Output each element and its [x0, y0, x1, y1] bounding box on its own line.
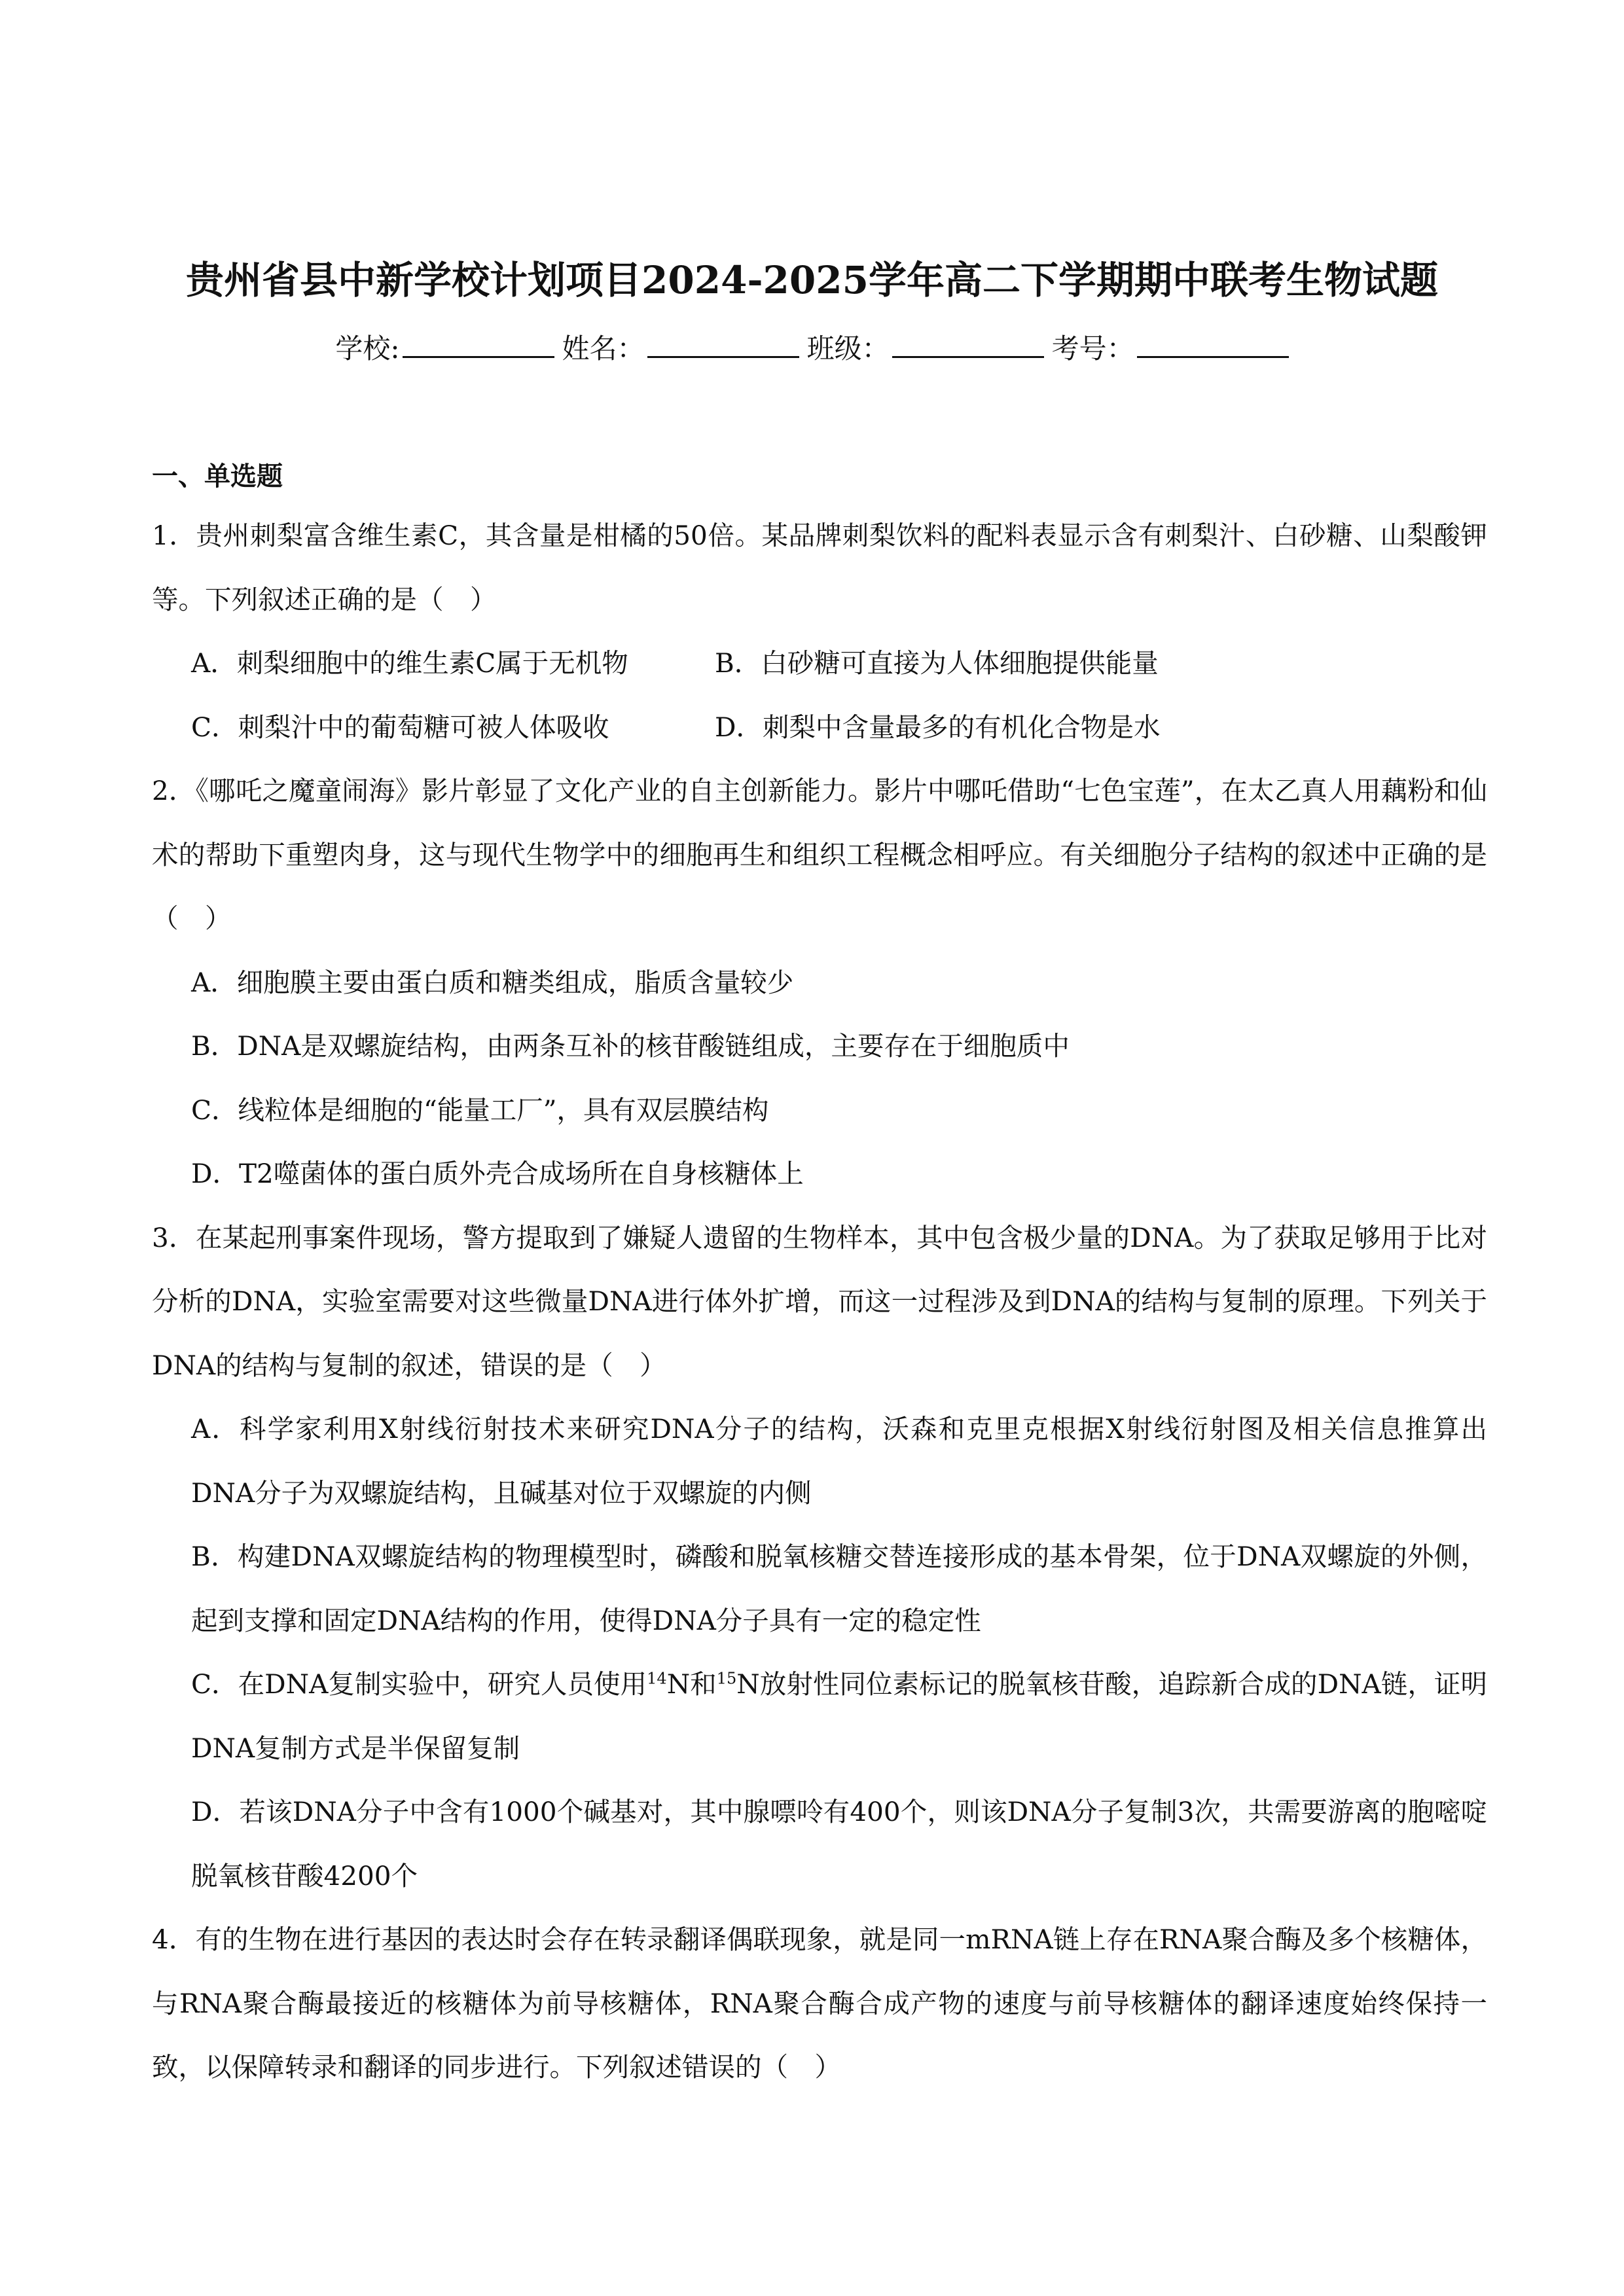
school-blank[interactable] [403, 327, 554, 358]
section-heading: 一、单选题 [152, 461, 283, 492]
option-d: D．若该DNA分子中含有1000个碱基对，其中腺嘌呤有400个，则该DNA分子复制3次，共需要游离的胞嘧啶脱氧核苷酸4200个 [191, 1796, 1487, 1892]
option-c-text-3: N放射性同位素标记的脱氧核苷酸，追踪新合成的DNA链，证明DNA复制方式是半保留复制 [191, 1668, 1487, 1764]
question-1 [152, 504, 1487, 759]
option-c [152, 1653, 1487, 1780]
isotope-superscript-15: 15 [716, 1669, 737, 1688]
question-stem: 1．贵州刺梨富含维生素C，其含量是柑橘的50倍。某品牌刺梨饮料的配料表显示含有刺梨汁、白砂糖、山梨酸钾等。下列叙述正确的是（ ） [152, 520, 1487, 615]
option-c: C．刺梨汁中的葡萄糖可被人体吸收 [191, 711, 609, 743]
school-field [335, 327, 554, 368]
exam-number-field [1052, 327, 1289, 368]
question-3 [152, 1206, 1487, 1909]
page-title: 贵州省县中新学校计划项目2024-2025学年高二下学期期中联考生物试题 [186, 258, 1438, 302]
option-d: D．刺梨中含量最多的有机化合物是水 [715, 711, 1161, 743]
isotope-superscript-14: 14 [647, 1669, 667, 1688]
question-stem: 4．有的生物在进行基因的表达时会存在转录翻译偶联现象，就是同一mRNA链上存在RNA聚合酶及多个核糖体，与RNA聚合酶最接近的核糖体为前导核糖体，RNA聚合酶合成产物的速度与前导核糖体的翻译速度始终保持一致，以保障转录和翻译的同步进行。下列叙述错误的（ ） [152, 1924, 1487, 2083]
question-4 [152, 1908, 1487, 2100]
option-c: C．线粒体是细胞的“能量工厂”，具有双层膜结构 [191, 1094, 769, 1126]
exam-number-blank[interactable] [1137, 327, 1289, 358]
student-info-row [0, 327, 1624, 368]
name-blank[interactable] [647, 327, 799, 358]
question-stem: 3．在某起刑事案件现场，警方提取到了嫌疑人遗留的生物样本，其中包含极少量的DNA。为了获取足够用于比对分析的DNA，实验室需要对这些微量DNA进行体外扩增，而这一过程涉及到DNA的结构与复制的原理。下列关于DNA的结构与复制的叙述，错误的是（ ） [152, 1221, 1487, 1381]
option-b: B．DNA是双螺旋结构，由两条互补的核苷酸链组成，主要存在于细胞质中 [191, 1030, 1070, 1062]
question-2 [152, 759, 1487, 1206]
name-label: 姓名： [562, 332, 645, 365]
school-label: 学校: [335, 332, 400, 365]
option-a: A．细胞膜主要由蛋白质和糖类组成，脂质含量较少 [191, 966, 794, 998]
option-b: B．白砂糖可直接为人体细胞提供能量 [715, 647, 1159, 679]
option-c-text-2: N和 [666, 1668, 717, 1700]
option-c-text-1: C．在DNA复制实验中，研究人员使用 [191, 1668, 647, 1700]
option-row [152, 632, 1487, 696]
class-label: 班级： [806, 332, 890, 365]
question-stem: 2．《哪吒之魔童闹海》影片彰显了文化产业的自主创新能力。影片中哪吒借助“七色宝莲”，在太乙真人用藕粉和仙术的帮助下重塑肉身，这与现代生物学中的细胞再生和组织工程概念相呼应。有关细胞分子结构的叙述中正确的是（ ） [152, 775, 1487, 934]
exam-number-label: 考号： [1051, 332, 1134, 365]
class-blank[interactable] [892, 327, 1044, 358]
option-b: B．构建DNA双螺旋结构的物理模型时，磷酸和脱氧核糖交替连接形成的基本骨架，位于DNA双螺旋的外侧，起到支撑和固定DNA结构的作用，使得DNA分子具有一定的稳定性 [191, 1541, 1487, 1636]
option-a: A．刺梨细胞中的维生素C属于无机物 [191, 647, 628, 679]
name-field [562, 327, 799, 368]
questions [152, 504, 1487, 2100]
option-row [152, 696, 1487, 760]
option-a: A．科学家利用X射线衍射技术来研究DNA分子的结构，沃森和克里克根据X射线衍射图及相关信息推算出DNA分子为双螺旋结构，且碱基对位于双螺旋的内侧 [191, 1413, 1487, 1509]
option-d: D．T2噬菌体的蛋白质外壳合成场所在自身核糖体上 [191, 1158, 804, 1189]
class-field [807, 327, 1044, 368]
